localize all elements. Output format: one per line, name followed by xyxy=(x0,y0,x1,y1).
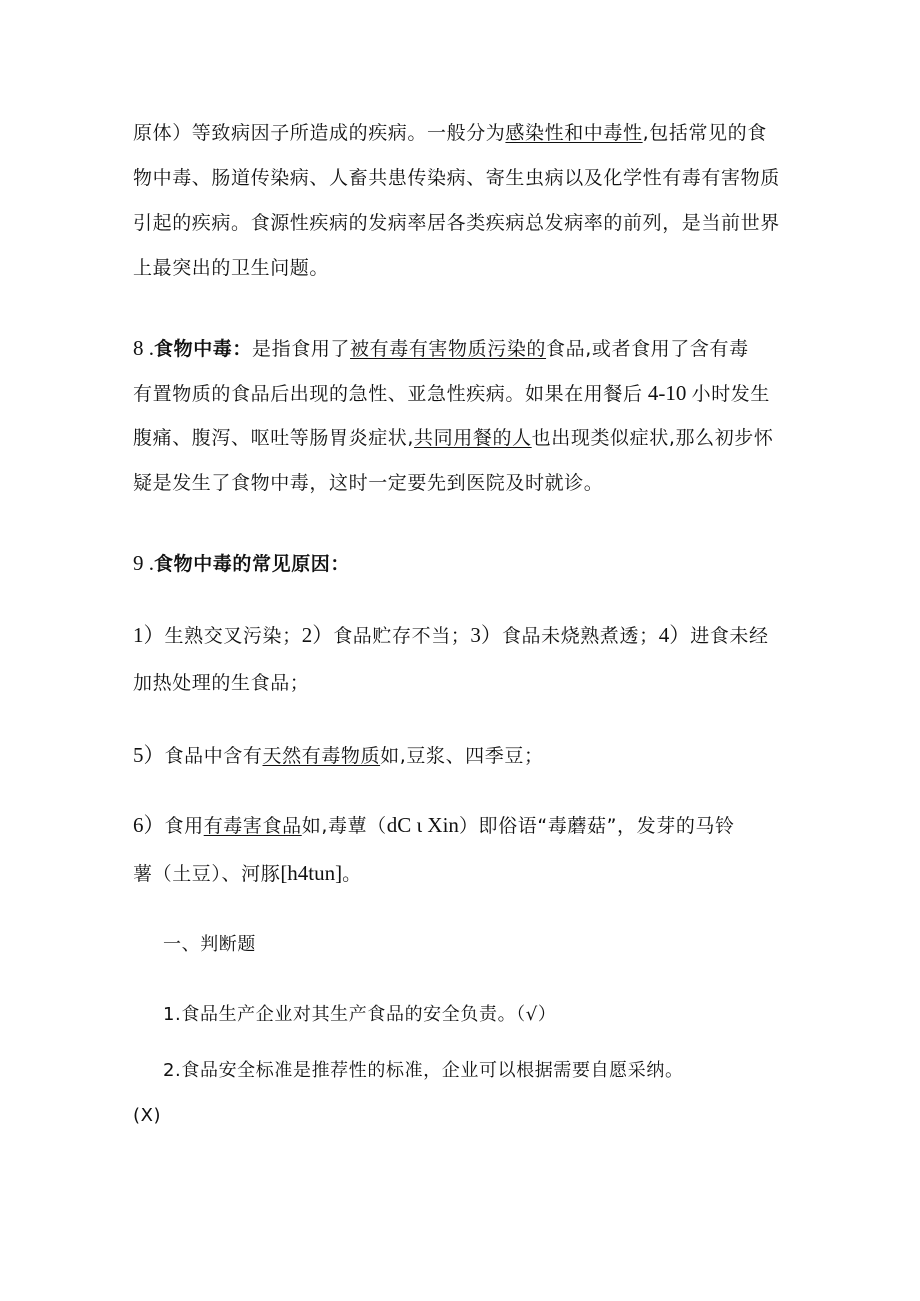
item9-heading xyxy=(133,550,793,577)
underlined-term: 被有毒有害物质污染的 xyxy=(350,338,547,360)
causes-line-2: 加热处理的生食品； xyxy=(133,672,310,694)
cause-text: 薯（土豆）、河豚 xyxy=(133,863,281,885)
cause-num: 2） xyxy=(301,623,334,647)
underlined-term: 感染性和中毒性 xyxy=(505,122,643,144)
item8-line-2 xyxy=(133,380,793,407)
intro-text: 原体）等致病因子所造成的疾病。一般分为 xyxy=(133,122,506,144)
item8-text: 食品,或者食用了含有毒 xyxy=(546,338,749,360)
question-2-answer: (X) xyxy=(133,1105,162,1126)
question-text: 1.食品生产企业对其生产食品的安全负责。 xyxy=(163,1004,517,1025)
underlined-term: 共同用餐的人 xyxy=(414,427,532,449)
intro-line-4: 上最突出的卫生问题。 xyxy=(133,257,330,279)
item8-text: 是指食用了 xyxy=(252,338,351,360)
cause-text: 如,豆浆、四季豆； xyxy=(380,745,544,767)
item8-text: 也出现类似症状,那么初步怀 xyxy=(531,427,774,449)
item8-text: 有置物质的食品后出现的急性、亚急性疾病。如果在用餐后 xyxy=(133,383,643,405)
item-title: 食物中毒的常见原因： xyxy=(154,553,351,575)
cause-text: 进食未经 xyxy=(690,625,769,647)
section-heading: 一、判断题 xyxy=(163,934,256,955)
intro-text: ,包括常见的食 xyxy=(642,122,767,144)
item-term: 食物中毒 xyxy=(154,338,233,360)
intro-line-2: 物中毒、肠道传染病、人畜共患传染病、寄生虫病以及化学性有毒有害物质 xyxy=(133,167,780,189)
cause-num: 3） xyxy=(470,623,502,647)
cause-6-line-2 xyxy=(133,860,793,887)
cause-text: 食品未烧熟煮透； xyxy=(501,625,659,647)
cause-num: 4） xyxy=(658,623,691,647)
cause-text: 生熟交叉污染； xyxy=(164,625,302,647)
item-colon: ： xyxy=(232,338,253,360)
question-answer: （√） xyxy=(516,1004,557,1025)
question-2 xyxy=(163,1058,823,1084)
cause-num: 6） xyxy=(133,813,165,837)
cause-5 xyxy=(133,742,793,769)
cause-text: 食品中含有 xyxy=(164,745,263,767)
question-text: 2.食品安全标准是推荐性的标准，企业可以根据需要自愿采纳。 xyxy=(163,1060,684,1081)
intro-line-1 xyxy=(133,120,793,146)
cause-text: 食品贮存不当； xyxy=(333,625,471,647)
causes-line-1 xyxy=(133,622,793,649)
cause-text: ）即俗语“毒蘑菇”，发芽的马铃 xyxy=(458,815,735,837)
item8-line-4: 疑是发生了食物中毒，这时一定要先到医院及时就诊。 xyxy=(133,472,604,494)
cause-num: 5） xyxy=(133,743,165,767)
item8-line-1 xyxy=(133,335,793,362)
cause-text: 如,毒蕈（ xyxy=(301,815,387,837)
item8-text: 腹痛、腹泻、呕吐等肠胃炎症状, xyxy=(133,427,415,449)
item8-line-3 xyxy=(133,425,793,451)
item-dot: . xyxy=(143,551,154,575)
underlined-term: 有毒害食品 xyxy=(203,815,302,837)
pinyin: dC ι Xin xyxy=(386,813,459,837)
pinyin: [h4tun] xyxy=(280,861,343,885)
item-number: 8 xyxy=(133,336,144,360)
cause-6-line-1 xyxy=(133,812,793,839)
question-1 xyxy=(163,1002,823,1028)
cause-text: 食用 xyxy=(164,815,204,837)
cause-text: 。 xyxy=(342,863,362,885)
item-dot: . xyxy=(143,336,154,360)
hours-range: 4-10 xyxy=(642,381,692,405)
intro-line-3: 引起的疾病。食源性疾病的发病率居各类疾病总发病率的前列，是当前世界 xyxy=(133,212,780,234)
underlined-term: 天然有毒物质 xyxy=(262,745,381,767)
item-number: 9 xyxy=(133,551,144,575)
cause-num: 1） xyxy=(133,623,165,647)
item8-text: 小时发生 xyxy=(691,383,771,405)
